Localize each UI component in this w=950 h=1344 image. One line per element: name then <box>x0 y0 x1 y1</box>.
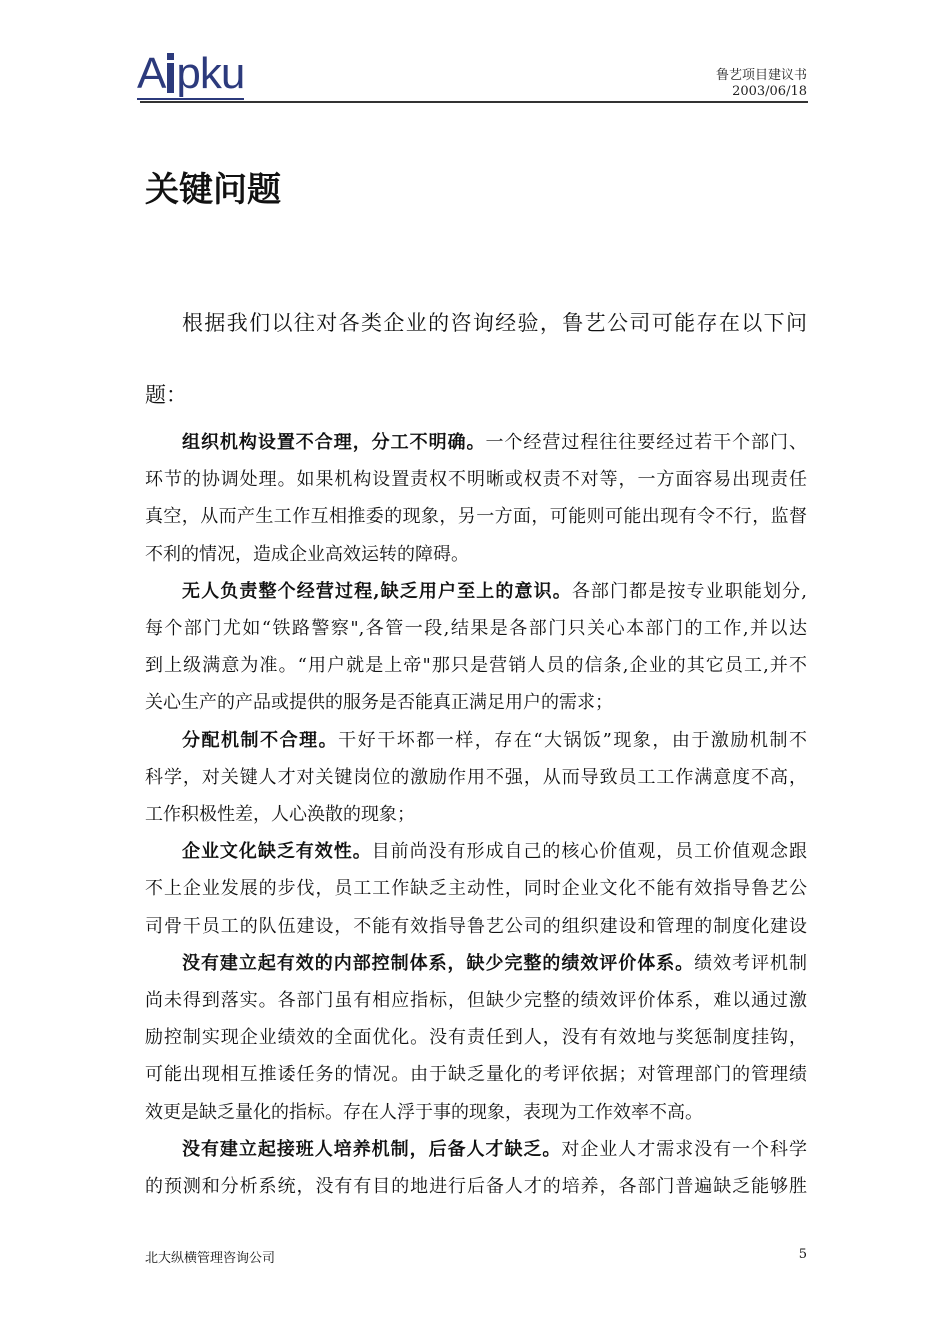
paragraph-line: 每个部门尤如“铁路警察",各管一段,结果是各部门只关心本部门的工作,并以达 <box>145 618 807 639</box>
paragraph-lead: 分配机制不合理。 <box>182 730 339 751</box>
paragraph-line: 尚未得到落实。各部门虽有相应指标，但缺少完整的绩效评价体系，难以通过激 <box>145 990 807 1011</box>
logo-underline <box>137 98 244 100</box>
footer-company: 北大纵横管理咨询公司 <box>145 1251 276 1266</box>
paragraph-text: 绩效考评机制 <box>694 953 807 974</box>
paragraph-line: 工作积极性差，人心涣散的现象； <box>145 804 415 825</box>
paragraph-line: 环节的协调处理。如果机构设置责权不明晰或权责不对等，一方面容易出现责任 <box>145 469 807 490</box>
header-info <box>716 68 807 100</box>
paragraph-line: 司骨干员工的队伍建设，不能有效指导鲁艺公司的组织建设和管理的制度化建设 <box>145 916 807 937</box>
paragraph-line <box>145 431 807 455</box>
paragraph-text: 目前尚没有形成自己的核心价值观，员工价值观念跟 <box>371 841 807 862</box>
paragraph-lead: 没有建立起接班人培养机制，后备人才缺乏。 <box>182 1139 562 1160</box>
paragraph-line: 不利的情况，造成企业高效运转的障碍。 <box>145 544 469 565</box>
paragraph-line: 关心生产的产品或提供的服务是否能真正满足用户的需求； <box>145 692 613 713</box>
paragraph-line: 科学，对关键人才对关键岗位的激励作用不强，从而导致员工工作满意度不高， <box>145 767 807 788</box>
paragraph-text: 各部门都是按专业职能划分, <box>571 581 807 602</box>
company-logo <box>137 49 245 98</box>
paragraph-text: 对企业人才需求没有一个科学 <box>561 1139 807 1160</box>
paragraph-text: 一个经营过程往往要经过若干个部门、 <box>485 432 807 453</box>
doc-date: 2003/06/18 <box>732 84 807 99</box>
header-divider <box>140 101 808 103</box>
paragraph-lead: 企业文化缺乏有效性。 <box>182 841 372 862</box>
paragraph-lead: 无人负责整个经营过程,缺乏用户至上的意识。 <box>182 581 572 602</box>
paragraph-line: 的预测和分析系统，没有有目的地进行后备人才的培养，各部门普遍缺乏能够胜 <box>145 1176 807 1197</box>
paragraph-line: 可能出现相互推诿任务的情况。由于缺乏量化的考评依据；对管理部门的管理绩 <box>145 1064 807 1085</box>
paragraph-line: 到上级满意为准。“用户就是上帝"那只是营销人员的信条,企业的其它员工,并不 <box>145 655 807 676</box>
intro-line: 题： <box>145 383 187 407</box>
paragraph-line <box>145 580 807 604</box>
paragraph-line <box>145 1138 807 1162</box>
logo-letters-pku: pku <box>176 49 245 98</box>
logo-bar <box>167 63 174 93</box>
logo-letter-a: A <box>137 49 166 98</box>
paragraph-line <box>145 729 807 753</box>
intro-line: 根据我们以往对各类企业的咨询经验，鲁艺公司可能存在以下问 <box>182 311 807 335</box>
paragraph-line: 真空，从而产生工作互相推委的现象，另一方面，可能则可能出现有令不行，监督 <box>145 506 807 527</box>
paragraph-line <box>145 952 807 976</box>
paragraph-text: 干好干坏都一样，存在“大锅饭”现象，由于激励机制不 <box>338 730 808 751</box>
paragraph-line: 效更是缺乏量化的指标。存在人浮于事的现象，表现为工作效率不高。 <box>145 1102 703 1123</box>
page-title: 关键问题 <box>145 170 281 210</box>
paragraph-lead: 没有建立起有效的内部控制体系，缺少完整的绩效评价体系。 <box>182 953 695 974</box>
paragraph-lead: 组织机构设置不合理，分工不明确。 <box>182 432 486 453</box>
paragraph-line: 不上企业发展的步伐，员工工作缺乏主动性，同时企业文化不能有效指导鲁艺公 <box>145 878 807 899</box>
doc-title: 鲁艺项目建议书 <box>715 68 807 83</box>
paragraph-line: 励控制实现企业绩效的全面优化。没有责任到人，没有有效地与奖惩制度挂钩， <box>145 1027 807 1048</box>
paragraph-line <box>145 840 807 864</box>
page-number: 5 <box>798 1247 807 1262</box>
